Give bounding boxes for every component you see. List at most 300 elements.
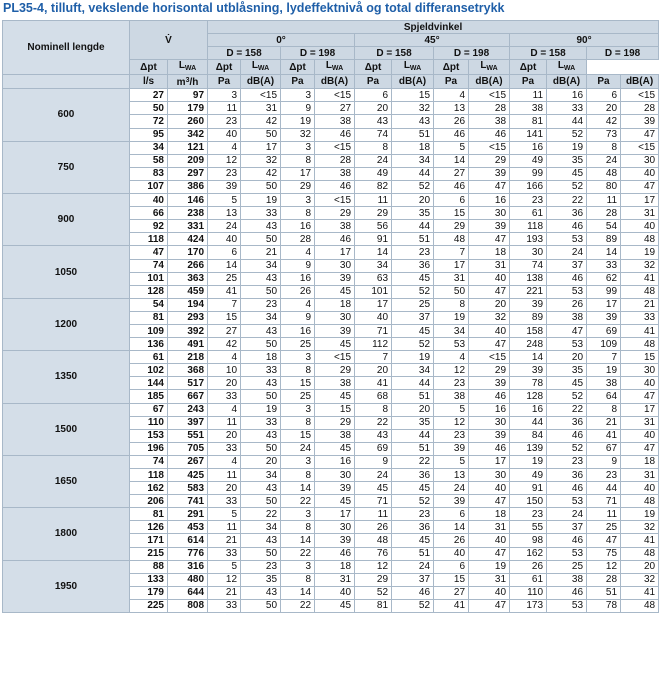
flow-cell: 171 <box>130 534 168 547</box>
value-cell: 43 <box>241 324 281 337</box>
value-cell: 33 <box>208 599 241 612</box>
value-cell: 33 <box>547 102 587 115</box>
value-cell: 6 <box>208 246 241 259</box>
value-cell: 37 <box>547 521 587 534</box>
header-dba: dB(A) <box>241 75 281 89</box>
value-cell: 9 <box>281 259 315 272</box>
header-lwa-base: L <box>480 60 487 72</box>
value-cell: 9 <box>587 455 621 468</box>
value-cell: 51 <box>392 547 434 560</box>
value-cell: 22 <box>281 599 315 612</box>
flow-cell: 162 <box>130 482 168 495</box>
value-cell: 41 <box>621 534 659 547</box>
value-cell: 7 <box>355 351 392 364</box>
value-cell: 52 <box>392 285 434 298</box>
header-lwa-sub: WA <box>563 65 576 73</box>
value-cell: 43 <box>241 220 281 233</box>
flow-cell: 342 <box>168 128 208 141</box>
value-cell: 109 <box>587 338 621 351</box>
value-cell: 8 <box>281 416 315 429</box>
value-cell: 34 <box>392 154 434 167</box>
table-row <box>3 560 659 573</box>
value-cell: 23 <box>510 194 547 207</box>
flow-cell: 54 <box>130 298 168 311</box>
value-cell: 150 <box>510 495 547 508</box>
value-cell: 50 <box>241 495 281 508</box>
value-cell: 91 <box>355 233 392 246</box>
value-cell: 8 <box>281 154 315 167</box>
value-cell: 28 <box>621 102 659 115</box>
value-cell: 8 <box>434 298 469 311</box>
value-cell: 138 <box>510 272 547 285</box>
value-cell: 44 <box>392 167 434 180</box>
value-cell: 44 <box>392 220 434 233</box>
value-cell: 26 <box>355 521 392 534</box>
flow-cell: 170 <box>168 246 208 259</box>
value-cell: 47 <box>469 285 510 298</box>
value-cell: 17 <box>315 246 355 259</box>
header-lwa-sub: WA <box>486 65 498 73</box>
value-cell: 81 <box>510 115 547 128</box>
value-cell: 14 <box>434 521 469 534</box>
table-title: PL35-4, tilluft, vekslende horisontal utblåsning, lydeffektnivå og total differansetrykk <box>3 1 505 15</box>
flow-cell: 459 <box>168 285 208 298</box>
value-cell: 32 <box>621 573 659 586</box>
value-cell: 15 <box>315 403 355 416</box>
value-cell: 19 <box>621 246 659 259</box>
value-cell: 3 <box>281 403 315 416</box>
value-cell: 34 <box>241 259 281 272</box>
value-cell: 40 <box>315 586 355 599</box>
flow-cell: 58 <box>130 154 168 167</box>
header-lwa-base: L <box>557 60 564 72</box>
value-cell: 40 <box>469 272 510 285</box>
flow-cell: 776 <box>168 547 208 560</box>
value-cell: 36 <box>547 469 587 482</box>
value-cell: 31 <box>621 469 659 482</box>
value-cell: 14 <box>208 259 241 272</box>
value-cell: 24 <box>547 508 587 521</box>
value-cell: 26 <box>510 560 547 573</box>
value-cell: 74 <box>355 128 392 141</box>
header-lwa <box>469 60 510 75</box>
nominal-length-cell: 900 <box>3 194 130 246</box>
value-cell: 11 <box>510 89 547 102</box>
flow-cell: 397 <box>168 416 208 429</box>
header-pa: Pa <box>587 75 621 89</box>
value-cell: 46 <box>315 233 355 246</box>
value-cell: 21 <box>621 298 659 311</box>
value-cell: 48 <box>621 233 659 246</box>
value-cell: 35 <box>547 364 587 377</box>
value-cell: 49 <box>510 154 547 167</box>
value-cell: 3 <box>281 89 315 102</box>
value-cell: 45 <box>315 390 355 403</box>
value-cell: 50 <box>241 442 281 455</box>
value-cell: 47 <box>621 180 659 193</box>
value-cell: 63 <box>355 272 392 285</box>
value-cell: 11 <box>587 194 621 207</box>
value-cell: 50 <box>241 285 281 298</box>
table-row <box>3 508 659 521</box>
header-dba: dB(A) <box>392 75 434 89</box>
value-cell: 6 <box>434 560 469 573</box>
value-cell: 28 <box>281 233 315 246</box>
value-cell: 40 <box>621 377 659 390</box>
value-cell: 14 <box>510 351 547 364</box>
value-cell: 46 <box>315 547 355 560</box>
table-row <box>3 194 659 207</box>
value-cell: 16 <box>510 141 547 154</box>
header-lwa <box>168 60 208 75</box>
value-cell: 53 <box>547 338 587 351</box>
flow-cell: 331 <box>168 220 208 233</box>
value-cell: 62 <box>587 272 621 285</box>
flow-cell: 101 <box>130 272 168 285</box>
value-cell: 40 <box>621 220 659 233</box>
value-cell: 37 <box>547 259 587 272</box>
value-cell: 28 <box>469 102 510 115</box>
header-m3h-rest: /h <box>189 77 199 89</box>
value-cell: 38 <box>434 390 469 403</box>
header-flow: V̇ <box>130 21 208 60</box>
value-cell: 30 <box>315 259 355 272</box>
value-cell: 39 <box>587 311 621 324</box>
value-cell: 52 <box>547 128 587 141</box>
value-cell: 47 <box>621 390 659 403</box>
value-cell: 53 <box>547 495 587 508</box>
value-cell: 21 <box>587 416 621 429</box>
flow-cell: 179 <box>130 586 168 599</box>
value-cell: 46 <box>547 482 587 495</box>
value-cell: 11 <box>587 508 621 521</box>
value-cell: 45 <box>392 534 434 547</box>
value-cell: 39 <box>315 482 355 495</box>
value-cell: 30 <box>469 469 510 482</box>
header-pa: Pa <box>510 75 547 89</box>
value-cell: 14 <box>587 246 621 259</box>
value-cell: 4 <box>434 89 469 102</box>
value-cell: 47 <box>469 495 510 508</box>
flow-cell: 266 <box>168 259 208 272</box>
value-cell: 56 <box>355 220 392 233</box>
value-cell: 33 <box>208 442 241 455</box>
value-cell: 43 <box>392 115 434 128</box>
value-cell: 19 <box>587 364 621 377</box>
value-cell: 26 <box>434 115 469 128</box>
value-cell: 47 <box>469 338 510 351</box>
value-cell: 43 <box>241 377 281 390</box>
value-cell: 38 <box>587 377 621 390</box>
value-cell: 15 <box>392 89 434 102</box>
value-cell: 38 <box>469 115 510 128</box>
value-cell: 39 <box>208 180 241 193</box>
value-cell: 25 <box>281 338 315 351</box>
value-cell: 3 <box>281 455 315 468</box>
value-cell: 54 <box>587 220 621 233</box>
value-cell: 3 <box>208 89 241 102</box>
value-cell: 17 <box>434 259 469 272</box>
header-lwa-base: L <box>403 60 410 72</box>
value-cell: 20 <box>392 403 434 416</box>
value-cell: 9 <box>281 102 315 115</box>
header-pa: Pa <box>355 75 392 89</box>
value-cell: 27 <box>434 167 469 180</box>
header-m3h-base: m <box>176 77 186 89</box>
header-dba: dB(A) <box>621 75 659 89</box>
value-cell: 31 <box>621 416 659 429</box>
value-cell: 22 <box>281 495 315 508</box>
header-pa: Pa <box>281 75 315 89</box>
value-cell: 32 <box>241 154 281 167</box>
header-dpt: Δpt <box>208 60 241 75</box>
value-cell: 29 <box>355 573 392 586</box>
table-row <box>3 298 659 311</box>
header-nominal-length: Nominell lengde <box>3 21 130 75</box>
flow-cell: 194 <box>168 298 208 311</box>
value-cell: 8 <box>355 141 392 154</box>
value-cell: 18 <box>315 298 355 311</box>
header-lwa-sub: WA <box>331 65 344 73</box>
value-cell: 19 <box>469 560 510 573</box>
value-cell: 46 <box>315 128 355 141</box>
value-cell: 40 <box>469 534 510 547</box>
value-cell: 50 <box>241 128 281 141</box>
nominal-length-cell: 1800 <box>3 508 130 560</box>
value-cell: 45 <box>392 272 434 285</box>
value-cell: 98 <box>510 534 547 547</box>
value-cell: 6 <box>434 194 469 207</box>
value-cell: 33 <box>241 364 281 377</box>
flow-cell: 107 <box>130 180 168 193</box>
value-cell: 20 <box>241 455 281 468</box>
value-cell: 36 <box>392 521 434 534</box>
value-cell: 3 <box>281 560 315 573</box>
flow-cell: 97 <box>168 89 208 102</box>
value-cell: 27 <box>434 586 469 599</box>
header-lwa <box>547 60 587 75</box>
value-cell: 30 <box>621 364 659 377</box>
value-cell: 22 <box>241 508 281 521</box>
value-cell: 17 <box>355 298 392 311</box>
value-cell: 43 <box>355 429 392 442</box>
flow-cell: 291 <box>168 508 208 521</box>
value-cell: 8 <box>281 521 315 534</box>
value-cell: 34 <box>241 469 281 482</box>
value-cell: 23 <box>434 429 469 442</box>
flow-cell: 81 <box>130 311 168 324</box>
value-cell: 71 <box>355 324 392 337</box>
flow-cell: 368 <box>168 364 208 377</box>
value-cell: 64 <box>587 390 621 403</box>
value-cell: 12 <box>434 364 469 377</box>
value-cell: 18 <box>392 141 434 154</box>
value-cell: 4 <box>208 403 241 416</box>
value-cell: 42 <box>241 167 281 180</box>
value-cell: 52 <box>392 180 434 193</box>
flow-cell: 238 <box>168 207 208 220</box>
header-dpt: Δpt <box>434 60 469 75</box>
value-cell: 12 <box>587 560 621 573</box>
value-cell: 17 <box>621 194 659 207</box>
nominal-length-cell: 750 <box>3 141 130 193</box>
value-cell: 24 <box>281 442 315 455</box>
value-cell: 33 <box>241 207 281 220</box>
value-cell: 38 <box>547 573 587 586</box>
value-cell: 16 <box>547 89 587 102</box>
value-cell: 39 <box>434 442 469 455</box>
table-row <box>3 351 659 364</box>
value-cell: 15 <box>621 351 659 364</box>
value-cell: 30 <box>315 521 355 534</box>
value-cell: 26 <box>281 285 315 298</box>
value-cell: 45 <box>547 377 587 390</box>
flow-cell: 225 <box>130 599 168 612</box>
value-cell: 6 <box>434 508 469 521</box>
value-cell: 47 <box>621 442 659 455</box>
value-cell: 41 <box>621 324 659 337</box>
value-cell: 41 <box>355 377 392 390</box>
value-cell: 10 <box>208 364 241 377</box>
header-blank <box>3 75 130 89</box>
value-cell: 39 <box>315 534 355 547</box>
value-cell: 47 <box>469 233 510 246</box>
nominal-length-cell: 1500 <box>3 403 130 455</box>
value-cell: 34 <box>241 521 281 534</box>
flow-cell: 644 <box>168 586 208 599</box>
value-cell: 47 <box>547 324 587 337</box>
value-cell: 28 <box>587 573 621 586</box>
header-dba: dB(A) <box>547 75 587 89</box>
value-cell: 25 <box>281 390 315 403</box>
value-cell: 26 <box>434 534 469 547</box>
header-lwa <box>392 60 434 75</box>
value-cell: <15 <box>315 194 355 207</box>
value-cell: 30 <box>510 246 547 259</box>
value-cell: 17 <box>315 508 355 521</box>
header-dba: dB(A) <box>315 75 355 89</box>
flow-cell: 50 <box>130 102 168 115</box>
flow-cell: 667 <box>168 390 208 403</box>
value-cell: 40 <box>469 324 510 337</box>
value-cell: 33 <box>621 311 659 324</box>
value-cell: 14 <box>281 586 315 599</box>
value-cell: 29 <box>434 220 469 233</box>
header-d198: D = 198 <box>434 47 510 60</box>
value-cell: 39 <box>510 298 547 311</box>
flow-cell: 179 <box>168 102 208 115</box>
value-cell: 29 <box>315 364 355 377</box>
value-cell: 33 <box>208 547 241 560</box>
value-cell: <15 <box>469 89 510 102</box>
value-cell: 47 <box>469 180 510 193</box>
value-cell: 17 <box>587 298 621 311</box>
value-cell: 22 <box>392 455 434 468</box>
value-cell: 51 <box>587 586 621 599</box>
value-cell: 101 <box>355 285 392 298</box>
header-ls: l/s <box>130 75 168 89</box>
value-cell: 41 <box>621 586 659 599</box>
value-cell: 34 <box>392 364 434 377</box>
value-cell: 84 <box>510 429 547 442</box>
value-cell: 166 <box>510 180 547 193</box>
value-cell: 18 <box>315 560 355 573</box>
header-dpt: Δpt <box>130 60 168 75</box>
value-cell: 48 <box>587 167 621 180</box>
value-cell: 5 <box>208 194 241 207</box>
value-cell: 38 <box>315 115 355 128</box>
value-cell: 11 <box>355 508 392 521</box>
flow-cell: 215 <box>130 547 168 560</box>
nominal-length-cell: 1050 <box>3 246 130 298</box>
value-cell: 15 <box>434 207 469 220</box>
flow-cell: 47 <box>130 246 168 259</box>
value-cell: 30 <box>621 154 659 167</box>
value-cell: 45 <box>315 599 355 612</box>
value-cell: 52 <box>547 442 587 455</box>
header-pa: Pa <box>434 75 469 89</box>
value-cell: 52 <box>392 495 434 508</box>
value-cell: 13 <box>434 469 469 482</box>
value-cell: 23 <box>392 508 434 521</box>
value-cell: 38 <box>547 311 587 324</box>
value-cell: 23 <box>587 469 621 482</box>
header-pa: Pa <box>208 75 241 89</box>
value-cell: 14 <box>434 154 469 167</box>
value-cell: 42 <box>208 338 241 351</box>
flow-cell: 74 <box>130 259 168 272</box>
value-cell: 33 <box>241 416 281 429</box>
value-cell: 22 <box>547 403 587 416</box>
value-cell: 5 <box>434 141 469 154</box>
value-cell: 3 <box>281 508 315 521</box>
flow-cell: 95 <box>130 128 168 141</box>
header-lwa-base: L <box>178 60 185 72</box>
value-cell: 23 <box>547 455 587 468</box>
flow-cell: 144 <box>130 377 168 390</box>
value-cell: 75 <box>587 547 621 560</box>
value-cell: 48 <box>355 534 392 547</box>
value-cell: 19 <box>510 455 547 468</box>
value-cell: 29 <box>469 154 510 167</box>
value-cell: 16 <box>315 455 355 468</box>
value-cell: 78 <box>587 599 621 612</box>
value-cell: 16 <box>469 194 510 207</box>
value-cell: 12 <box>434 416 469 429</box>
header-lwa-base: L <box>325 60 332 72</box>
value-cell: 50 <box>241 180 281 193</box>
value-cell: 24 <box>208 220 241 233</box>
value-cell: 34 <box>355 259 392 272</box>
header-dba: dB(A) <box>469 75 510 89</box>
value-cell: 33 <box>208 390 241 403</box>
value-cell: 40 <box>621 429 659 442</box>
value-cell: 45 <box>355 482 392 495</box>
value-cell: 36 <box>392 469 434 482</box>
nominal-length-cell: 1200 <box>3 298 130 350</box>
header-damper-angle: Spjeldvinkel <box>208 21 659 34</box>
value-cell: 13 <box>208 207 241 220</box>
value-cell: 27 <box>208 324 241 337</box>
value-cell: 19 <box>547 141 587 154</box>
value-cell: 43 <box>241 429 281 442</box>
value-cell: 23 <box>208 167 241 180</box>
value-cell: 46 <box>547 534 587 547</box>
value-cell: 48 <box>434 233 469 246</box>
value-cell: 53 <box>434 338 469 351</box>
flow-cell: 128 <box>130 285 168 298</box>
value-cell: 23 <box>241 298 281 311</box>
